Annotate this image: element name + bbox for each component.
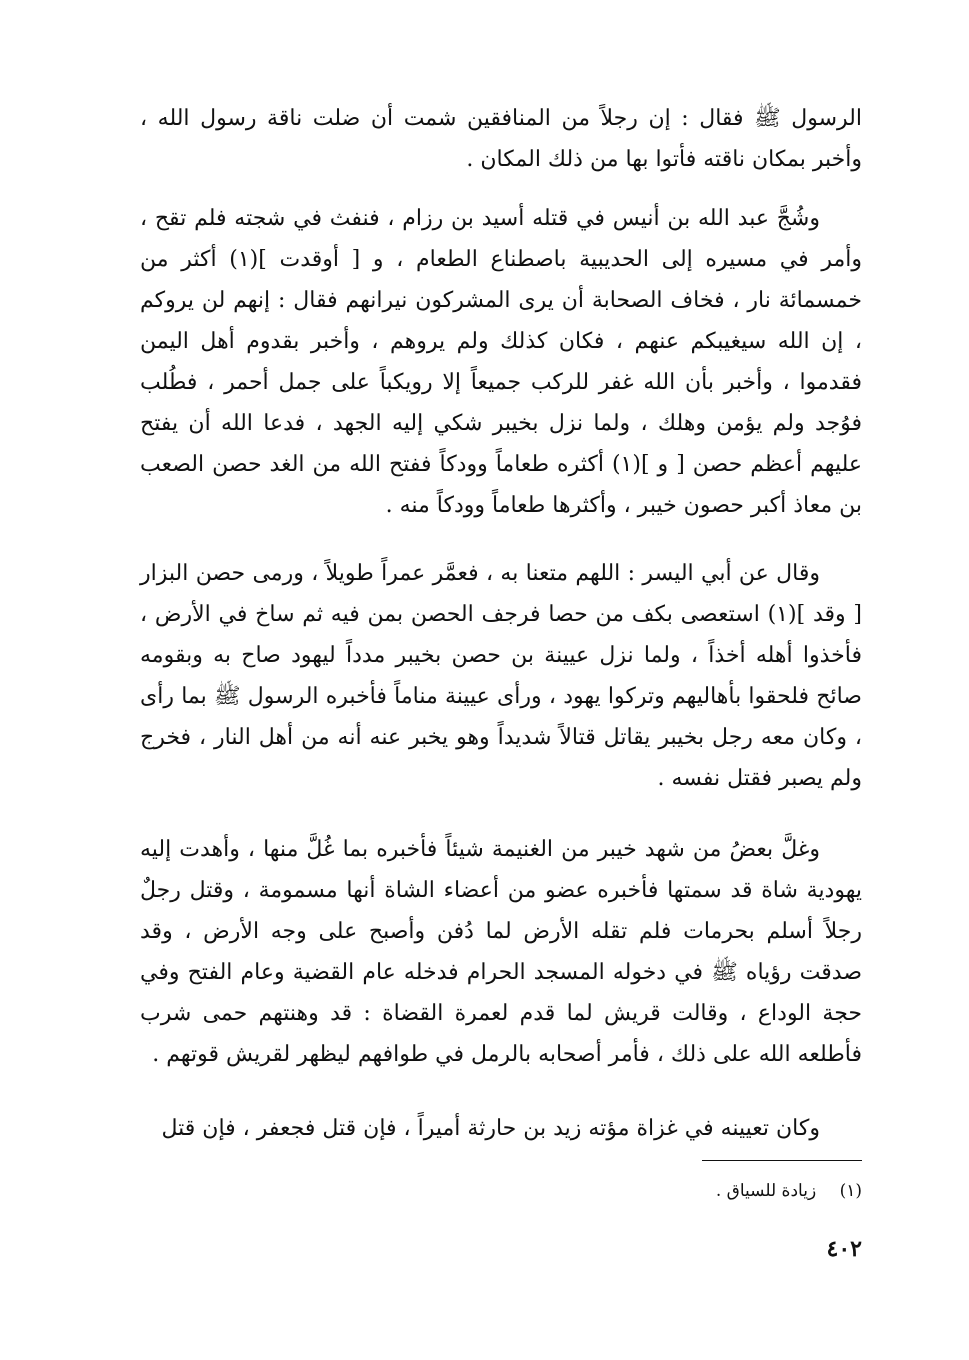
paragraph-1: الرسول ﷺ فقال : إن رجلاً من المنافقين شمت أن ضلت ناقة رسول الله ، وأخبر بمكان ناقته فأتوا بها من ذلك المكان . — [140, 106, 862, 172]
body-text-block-2 — [140, 198, 862, 526]
paragraph-3: وقال عن أبي اليسر : اللهم متعنا به ، فعمَّر عمراً طويلاً ، ورمى حصن البزار [ وقد ](١) استعصى بكف من حصا فرجف الحصن بمن فيه ثم ساخ في الأرض ، فأخذوا أهله أخذاً ، ولما نزل عيينة بن حصن بخيبر مدداً ليهود صاح به وبقومه صائح فلحقوا بأهاليهم وتركوا يهود ، ورأى عيينة مناماً فأخبره الرسول ﷺ بما رأى ، وكان معه رجل بخيبر يقاتل قتالاً شديداً وهو يخبر عنه أنه من أهل النار ، فخرج ولم يصبر فقتل نفسه . — [140, 561, 862, 791]
page-number: ٤٠٢ — [826, 1236, 862, 1262]
body-text-block-3 — [140, 553, 862, 799]
paragraph-2: وشُجَّ عبد الله بن أنيس في قتله أسيد بن رزام ، فنفث في شجته فلم تقح ، وأمر في مسيره إلى الحديبية باصطناع الطعام ، و [ أوقدت ](١) أكثر من خمسمائة نار ، فخاف الصحابة أن يرى المشركون نيرانهم فقال : إنهم لن يروكم ، إن الله سيغيبكم عنهم ، فكان كذلك ولم يروهم ، وأخبر بقدوم أهل اليمن فقدموا ، وأخبر بأن الله غفر للركب جميعاً إلا رويكباً على جمل أحمر ، فطُلب فوُجد ولم يؤمن وهلك ، ولما نزل بخيبر شكي إليه الجهد ، فدعا الله أن يفتح عليهم أعظم حصن [ و ](١) أكثره طعاماً وودكاً ففتح الله من الغد حصن الصعب بن معاذ أكبر حصون خيبر ، وأكثرها طعاماً وودكاً منه . — [140, 206, 862, 518]
footnote — [560, 1178, 862, 1204]
body-text-block-5 — [140, 1108, 862, 1149]
body-text-block-4 — [140, 829, 862, 1075]
body-text-block-1 — [140, 98, 862, 180]
paragraph-4: وغلَّ بعضُ من شهد خيبر من الغنيمة شيئاً فأخبره بما غُلَّ منها ، وأهدت إليه يهودية شاة قد سمتها فأخبره عضو من أعضاء الشاة أنها مسمومة ، وقتل رجلٌ رجلاً أسلم بحرمات فلم تقله الأرض لما دُفن وأصبح على وجه الأرض ، وقد صدقت رؤياه ﷺ في دخوله المسجد الحرام فدخله عام القضية وعام الفتح وفي حجة الوداع ، وقالت قريش لما قدم لعمرة القضاة : قد وهنتهم حمى شرب فأطلعه الله على ذلك ، فأمر أصحابه بالرمل في طوافهم ليظهر لقريش قوتهم . — [140, 837, 862, 1067]
footnote-separator — [702, 1160, 862, 1161]
footnote-text: زيادة للسياق . — [715, 1181, 817, 1201]
paragraph-5: وكان تعيينه في غزاة مؤته زيد بن حارثة أميراً ، فإن قتل فجعفر ، فإن قتل — [161, 1116, 820, 1141]
footnote-number: (١) — [839, 1181, 862, 1201]
